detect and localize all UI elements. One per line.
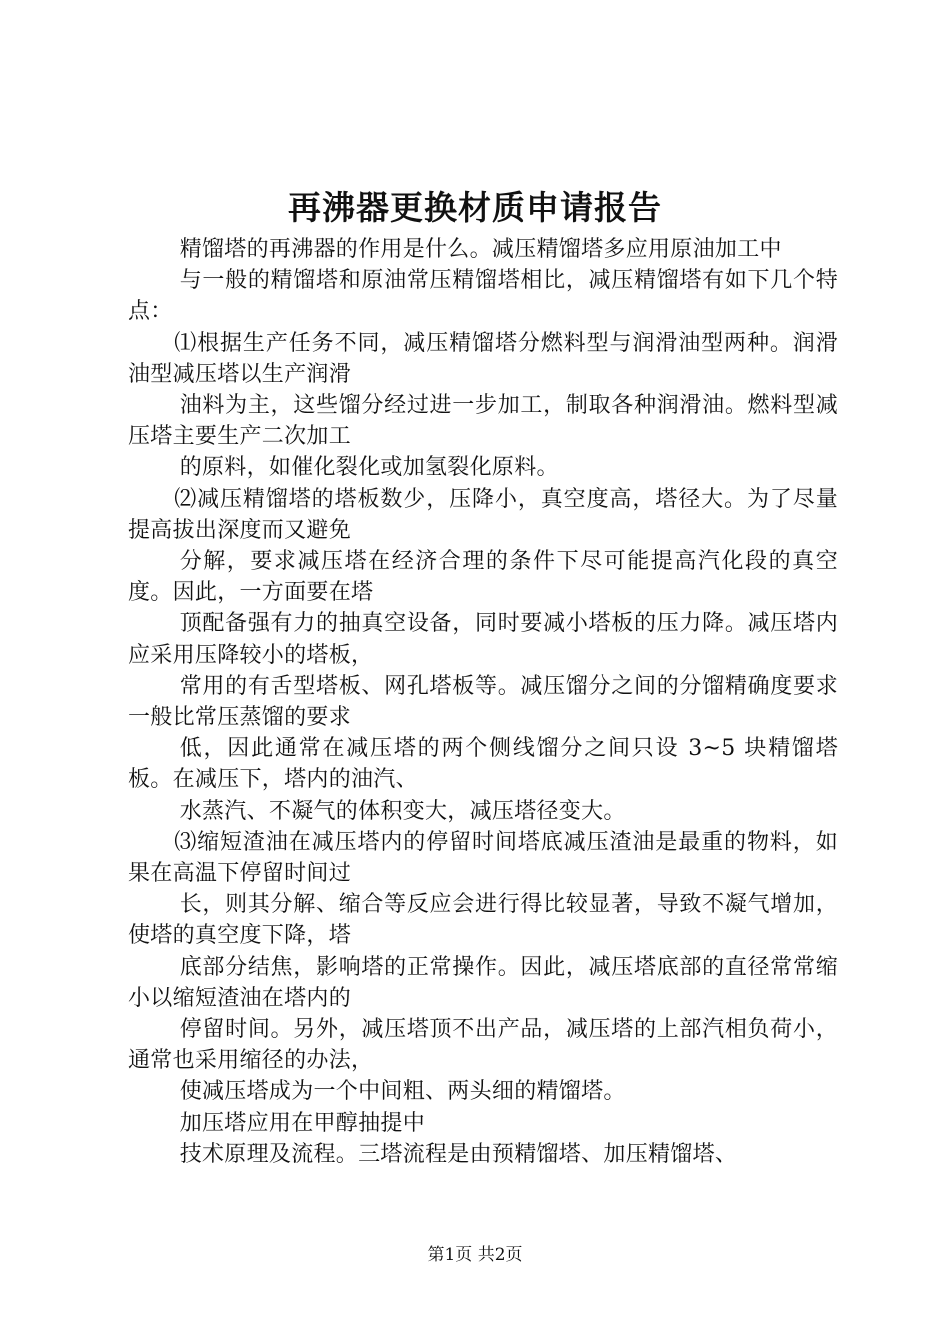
paragraph-14: 底部分结焦，影响塔的正常操作。因此，减压塔底部的直径常常缩小以缩短渣油在塔内的	[128, 954, 838, 1011]
paragraph-1: 精馏塔的再沸器的作用是什么。减压精馏塔多应用原油加工中	[179, 237, 782, 262]
paragraph-6: ⑵减压精馏塔的塔板数少，压降小，真空度高，塔径大。为了尽量提高拔出深度而又避免	[128, 486, 838, 543]
document-body	[128, 234, 838, 1170]
paragraph-7: 分解，要求减压塔在经济合理的条件下尽可能提高汽化段的真空度。因此，一方面要在塔	[128, 549, 838, 606]
paragraph-18: 技术原理及流程。三塔流程是由预精馏塔、加压精馏塔、	[179, 1141, 738, 1167]
paragraph-17: 加压塔应用在甲醇抽提中	[179, 1110, 425, 1136]
paragraph-12: ⑶缩短渣油在减压塔内的停留时间塔底减压渣油是最重的物料，如果在高温下停留时间过	[128, 829, 838, 887]
paragraph-10: 低，因此通常在减压塔的两个侧线馏分之间只设 3~5 块精馏塔板。在减压下，塔内的油汽、	[128, 736, 838, 793]
paragraph-15: 停留时间。另外，减压塔顶不出产品，减压塔的上部汽相负荷小，通常也采用缩径的办法，	[128, 1017, 838, 1074]
paragraph-11: 水蒸汽、不凝气的体积变大，减压塔径变大。	[179, 798, 626, 824]
paragraph-8: 顶配备强有力的抽真空设备，同时要减小塔板的压力降。减压塔内应采用压降较小的塔板，	[128, 611, 838, 668]
paragraph-13: 长，则其分解、缩合等反应会进行得比较显著，导致不凝气增加，使塔的真空度下降，塔	[128, 892, 838, 949]
paragraph-9: 常用的有舌型塔板、网孔塔板等。减压馏分之间的分馏精确度要求一般比常压蒸馏的要求	[128, 673, 838, 731]
paragraph-16: 使减压塔成为一个中间粗、两头细的精馏塔。	[179, 1079, 626, 1105]
document-title: 再沸器更换材质申请报告	[288, 188, 662, 227]
paragraph-2: 与一般的精馏塔和原油常压精馏塔相比，减压精馏塔有如下几个特点：	[128, 268, 838, 325]
paragraph-3: ⑴根据生产任务不同，减压精馏塔分燃料型与润滑油型两种。润滑油型减压塔以生产润滑	[128, 330, 838, 387]
paragraph-5: 的原料，如催化裂化或加氢裂化原料。	[179, 455, 559, 481]
page-number-footer: 第1页 共2页	[427, 1245, 523, 1265]
paragraph-4: 油料为主，这些馏分经过进一步加工，制取各种润滑油。燃料型减压塔主要生产二次加工	[128, 393, 838, 450]
